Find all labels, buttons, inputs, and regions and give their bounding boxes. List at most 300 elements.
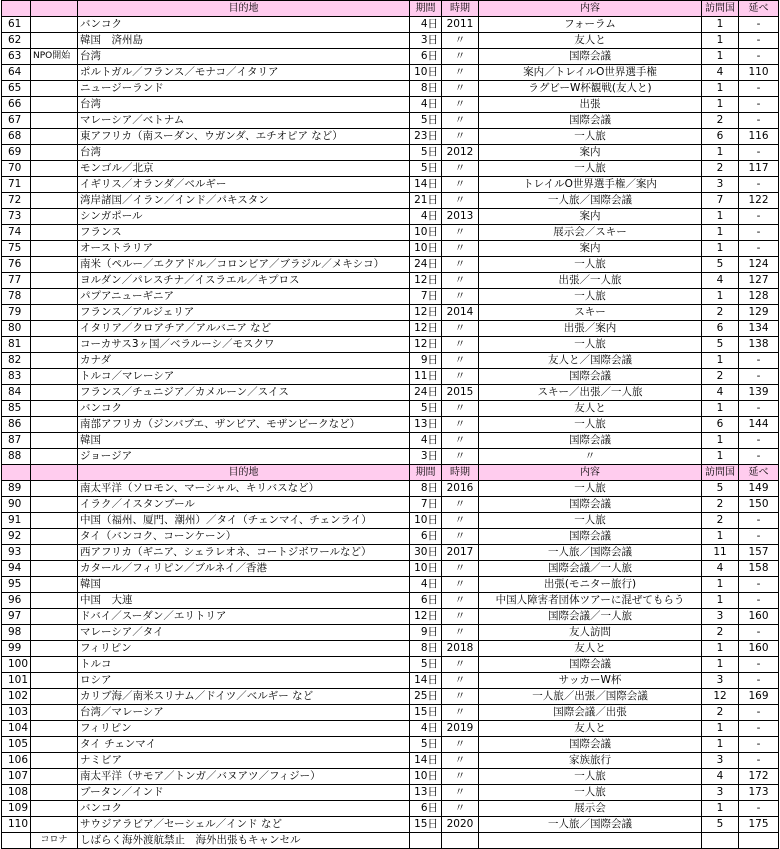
row-content-cell: 国際会議	[479, 433, 702, 449]
row-time-cell: 2014	[442, 305, 479, 321]
row-number-cell: 65	[2, 81, 31, 97]
row-note-cell	[31, 97, 78, 113]
row-countries-cell: 2	[702, 161, 739, 177]
row-time-cell: 〃	[442, 497, 479, 513]
row-period-cell: 10日	[410, 225, 442, 241]
table-row	[2, 625, 779, 641]
row-period-cell: 13日	[410, 785, 442, 801]
row-countries-cell: 5	[702, 257, 739, 273]
row-total-cell: 175	[739, 817, 779, 833]
row-period-cell: 6日	[410, 801, 442, 817]
row-number-cell: 73	[2, 209, 31, 225]
row-countries-cell: 1	[702, 225, 739, 241]
row-period-cell: 5日	[410, 737, 442, 753]
row-content-cell: 出張	[479, 97, 702, 113]
row-total-cell: 173	[739, 785, 779, 801]
row-countries-cell: 1	[702, 49, 739, 65]
row-number-cell: 98	[2, 625, 31, 641]
row-destination-cell: フランス／アルジェリア	[78, 305, 410, 321]
row-countries-cell: 2	[702, 705, 739, 721]
row-number-cell: 86	[2, 417, 31, 433]
row-countries-cell: 11	[702, 545, 739, 561]
row-total-cell	[739, 833, 779, 849]
header-no-cell	[2, 465, 31, 481]
row-note-cell	[31, 753, 78, 769]
row-content-cell: 〃	[479, 449, 702, 465]
row-time-cell: 〃	[442, 433, 479, 449]
row-content-cell: サッカーW杯	[479, 673, 702, 689]
row-destination-cell: トルコ／マレーシア	[78, 369, 410, 385]
row-time-cell: 〃	[442, 593, 479, 609]
row-note-cell	[31, 497, 78, 513]
row-number-cell: 68	[2, 129, 31, 145]
row-time-cell	[442, 833, 479, 849]
row-number-cell: 74	[2, 225, 31, 241]
table-row	[2, 593, 779, 609]
row-time-cell: 〃	[442, 673, 479, 689]
row-total-cell: 138	[739, 337, 779, 353]
table-row	[2, 417, 779, 433]
row-time-cell: 〃	[442, 369, 479, 385]
table-row	[2, 577, 779, 593]
table-row	[2, 273, 779, 289]
row-destination-cell: 台湾	[78, 49, 410, 65]
header-time: 時期	[442, 1, 479, 17]
row-time-cell: 〃	[442, 609, 479, 625]
row-destination-cell: 中国（福州、厦門、潮州）／タイ（チェンマイ、チェンライ）	[78, 513, 410, 529]
row-note-cell	[31, 177, 78, 193]
row-note-cell	[31, 481, 78, 497]
row-total-cell: -	[739, 49, 779, 65]
row-time-cell: 〃	[442, 81, 479, 97]
header-destination: 目的地	[78, 465, 410, 481]
row-countries-cell: 1	[702, 289, 739, 305]
row-content-cell: 出張(モニター旅行)	[479, 577, 702, 593]
row-countries-cell	[702, 833, 739, 849]
row-number-cell: 75	[2, 241, 31, 257]
row-time-cell: 2016	[442, 481, 479, 497]
row-note-cell	[31, 273, 78, 289]
row-period-cell: 3日	[410, 33, 442, 49]
row-content-cell: 一人旅／国際会議	[479, 193, 702, 209]
row-number-cell: 109	[2, 801, 31, 817]
row-content-cell: ラグビーW杯観戦(友人と)	[479, 81, 702, 97]
row-destination-cell: 台湾／マレーシア	[78, 705, 410, 721]
row-time-cell: 〃	[442, 401, 479, 417]
row-number-cell: 103	[2, 705, 31, 721]
row-number-cell: 81	[2, 337, 31, 353]
row-number-cell: 85	[2, 401, 31, 417]
row-total-cell: 149	[739, 481, 779, 497]
row-destination-cell: しばらく海外渡航禁止 海外出張もキャンセル	[78, 833, 410, 849]
row-period-cell: 8日	[410, 81, 442, 97]
table-row	[2, 641, 779, 657]
row-content-cell: 友人と／国際会議	[479, 353, 702, 369]
row-destination-cell: トルコ	[78, 657, 410, 673]
row-countries-cell: 1	[702, 641, 739, 657]
table-row	[2, 305, 779, 321]
row-content-cell	[479, 833, 702, 849]
row-destination-cell: 湾岸諸国／イラン／インド／パキスタン	[78, 193, 410, 209]
row-period-cell: 11日	[410, 369, 442, 385]
row-destination-cell: 台湾	[78, 97, 410, 113]
row-time-cell: 〃	[442, 561, 479, 577]
row-countries-cell: 1	[702, 209, 739, 225]
row-content-cell: 友人と	[479, 721, 702, 737]
row-content-cell: 一人旅	[479, 417, 702, 433]
row-number-cell: 64	[2, 65, 31, 81]
row-period-cell: 10日	[410, 65, 442, 81]
row-time-cell: 〃	[442, 769, 479, 785]
table-row	[2, 161, 779, 177]
row-total-cell: -	[739, 209, 779, 225]
row-destination-cell: 韓国	[78, 577, 410, 593]
table-row	[2, 561, 779, 577]
row-period-cell: 14日	[410, 177, 442, 193]
row-content-cell: 国際会議	[479, 529, 702, 545]
row-total-cell: -	[739, 97, 779, 113]
row-destination-cell: フランス／チュニジア／カメルーン／スイス	[78, 385, 410, 401]
row-countries-cell: 6	[702, 417, 739, 433]
row-content-cell: 一人旅／出張／国際会議	[479, 689, 702, 705]
row-content-cell: 友人と	[479, 33, 702, 49]
row-period-cell: 6日	[410, 593, 442, 609]
row-total-cell: -	[739, 33, 779, 49]
row-time-cell: 2013	[442, 209, 479, 225]
row-total-cell: 117	[739, 161, 779, 177]
row-note-cell	[31, 161, 78, 177]
row-note-cell	[31, 369, 78, 385]
row-note-cell	[31, 33, 78, 49]
row-time-cell: 〃	[442, 577, 479, 593]
table-row	[2, 177, 779, 193]
row-number-cell: 92	[2, 529, 31, 545]
row-number-cell	[2, 833, 31, 849]
table-row	[2, 257, 779, 273]
row-total-cell: -	[739, 113, 779, 129]
row-note-cell	[31, 449, 78, 465]
row-note-cell	[31, 545, 78, 561]
header-destination: 目的地	[78, 1, 410, 17]
row-total-cell: 157	[739, 545, 779, 561]
row-destination-cell: サウジアラビア／セーシェル／インド など	[78, 817, 410, 833]
row-countries-cell: 1	[702, 449, 739, 465]
row-period-cell: 10日	[410, 769, 442, 785]
row-destination-cell: バンコク	[78, 401, 410, 417]
row-total-cell: 110	[739, 65, 779, 81]
row-period-cell: 6日	[410, 49, 442, 65]
row-time-cell: 〃	[442, 161, 479, 177]
row-period-cell: 7日	[410, 289, 442, 305]
table-row	[2, 145, 779, 161]
row-content-cell: 国際会議／一人旅	[479, 609, 702, 625]
table-row	[2, 225, 779, 241]
row-content-cell: 一人旅	[479, 513, 702, 529]
row-number-cell: 88	[2, 449, 31, 465]
row-number-cell: 84	[2, 385, 31, 401]
row-time-cell: 2015	[442, 385, 479, 401]
row-period-cell: 4日	[410, 721, 442, 737]
row-total-cell: -	[739, 369, 779, 385]
row-total-cell: 128	[739, 289, 779, 305]
table-row	[2, 209, 779, 225]
row-total-cell: -	[739, 145, 779, 161]
row-number-cell: 66	[2, 97, 31, 113]
row-total-cell: -	[739, 449, 779, 465]
row-number-cell: 107	[2, 769, 31, 785]
row-destination-cell: ブータン／インド	[78, 785, 410, 801]
row-total-cell: -	[739, 625, 779, 641]
table-row	[2, 609, 779, 625]
row-period-cell: 24日	[410, 257, 442, 273]
row-note-cell	[31, 17, 78, 33]
row-destination-cell: 韓国 済州島	[78, 33, 410, 49]
row-period-cell: 13日	[410, 417, 442, 433]
row-content-cell: 国際会議	[479, 497, 702, 513]
table-row	[2, 401, 779, 417]
row-total-cell: -	[739, 593, 779, 609]
row-number-cell: 67	[2, 113, 31, 129]
row-period-cell: 8日	[410, 641, 442, 657]
row-content-cell: 出張／案内	[479, 321, 702, 337]
row-note-cell	[31, 673, 78, 689]
row-note-cell	[31, 785, 78, 801]
row-note-cell	[31, 257, 78, 273]
row-content-cell: 国際会議	[479, 113, 702, 129]
row-content-cell: 中国人障害者団体ツアーに混ぜてもらう	[479, 593, 702, 609]
row-number-cell: 101	[2, 673, 31, 689]
row-note-cell	[31, 129, 78, 145]
row-note-cell	[31, 353, 78, 369]
row-destination-cell: イタリア／クロアチア／アルバニア など	[78, 321, 410, 337]
row-countries-cell: 1	[702, 17, 739, 33]
row-note-cell	[31, 817, 78, 833]
row-note-cell	[31, 769, 78, 785]
row-content-cell: 一人旅	[479, 769, 702, 785]
row-time-cell: 〃	[442, 289, 479, 305]
row-countries-cell: 3	[702, 673, 739, 689]
table-row	[2, 353, 779, 369]
row-total-cell: 139	[739, 385, 779, 401]
row-note-cell	[31, 641, 78, 657]
row-period-cell: 5日	[410, 161, 442, 177]
row-time-cell: 〃	[442, 705, 479, 721]
table-row	[2, 817, 779, 833]
row-note-cell	[31, 401, 78, 417]
row-countries-cell: 1	[702, 33, 739, 49]
row-period-cell: 15日	[410, 705, 442, 721]
row-content-cell: 国際会議／出張	[479, 705, 702, 721]
row-total-cell: -	[739, 801, 779, 817]
row-total-cell: -	[739, 241, 779, 257]
row-number-cell: 69	[2, 145, 31, 161]
table-row	[2, 113, 779, 129]
row-period-cell: 3日	[410, 449, 442, 465]
row-countries-cell: 7	[702, 193, 739, 209]
row-note-cell	[31, 657, 78, 673]
row-countries-cell: 2	[702, 497, 739, 513]
row-total-cell: 160	[739, 641, 779, 657]
row-number-cell: 97	[2, 609, 31, 625]
row-period-cell: 12日	[410, 273, 442, 289]
row-countries-cell: 12	[702, 689, 739, 705]
row-content-cell: 家族旅行	[479, 753, 702, 769]
row-time-cell: 〃	[442, 513, 479, 529]
row-countries-cell: 4	[702, 385, 739, 401]
row-period-cell: 10日	[410, 513, 442, 529]
row-note-cell	[31, 705, 78, 721]
header-note-cell	[31, 1, 78, 17]
row-period-cell: 14日	[410, 753, 442, 769]
row-period-cell: 4日	[410, 17, 442, 33]
row-total-cell: 116	[739, 129, 779, 145]
row-destination-cell: 東アフリカ（南スーダン、ウガンダ、エチオピア など）	[78, 129, 410, 145]
row-note-cell	[31, 225, 78, 241]
row-total-cell: -	[739, 225, 779, 241]
table-row	[2, 289, 779, 305]
row-destination-cell: 台湾	[78, 145, 410, 161]
row-countries-cell: 4	[702, 769, 739, 785]
row-destination-cell: 韓国	[78, 433, 410, 449]
row-countries-cell: 3	[702, 177, 739, 193]
row-time-cell: 〃	[442, 129, 479, 145]
row-destination-cell: オーストラリア	[78, 241, 410, 257]
row-content-cell: 国際会議	[479, 737, 702, 753]
row-content-cell: 案内／トレイルO世界選手権	[479, 65, 702, 81]
row-time-cell: 〃	[442, 753, 479, 769]
row-content-cell: 国際会議	[479, 657, 702, 673]
row-countries-cell: 2	[702, 513, 739, 529]
table-row	[2, 737, 779, 753]
header-countries: 訪問国	[702, 465, 739, 481]
row-destination-cell: フィリピン	[78, 641, 410, 657]
row-note-cell	[31, 513, 78, 529]
row-note-cell: NPO開始	[31, 49, 78, 65]
row-content-cell: 一人旅	[479, 481, 702, 497]
row-number-cell: 93	[2, 545, 31, 561]
row-note-cell	[31, 721, 78, 737]
row-countries-cell: 4	[702, 273, 739, 289]
row-content-cell: 出張／一人旅	[479, 273, 702, 289]
row-content-cell: スキー	[479, 305, 702, 321]
row-period-cell: 9日	[410, 353, 442, 369]
row-content-cell: 一人旅	[479, 785, 702, 801]
row-destination-cell: モンゴル／北京	[78, 161, 410, 177]
table-row	[2, 801, 779, 817]
table-row	[2, 193, 779, 209]
row-note-cell	[31, 241, 78, 257]
row-content-cell: 案内	[479, 145, 702, 161]
row-countries-cell: 5	[702, 337, 739, 353]
row-destination-cell: 南米（ペルー／エクアドル／コロンビア／ブラジル／メキシコ）	[78, 257, 410, 273]
row-countries-cell: 1	[702, 81, 739, 97]
table-row	[2, 65, 779, 81]
row-time-cell: 〃	[442, 417, 479, 433]
row-period-cell: 9日	[410, 625, 442, 641]
row-note-cell	[31, 577, 78, 593]
row-number-cell: 94	[2, 561, 31, 577]
row-time-cell: 2020	[442, 817, 479, 833]
row-destination-cell: ロシア	[78, 673, 410, 689]
row-destination-cell: イギリス／オランダ／ベルギー	[78, 177, 410, 193]
table-row	[2, 369, 779, 385]
header-row	[2, 1, 779, 17]
row-number-cell: 77	[2, 273, 31, 289]
row-time-cell: 〃	[442, 113, 479, 129]
row-period-cell: 4日	[410, 577, 442, 593]
table-row	[2, 657, 779, 673]
row-number-cell: 90	[2, 497, 31, 513]
row-content-cell: トレイルO世界選手権／案内	[479, 177, 702, 193]
row-total-cell: -	[739, 737, 779, 753]
row-number-cell: 108	[2, 785, 31, 801]
header-total: 延べ	[739, 1, 779, 17]
row-total-cell: -	[739, 353, 779, 369]
row-period-cell: 24日	[410, 385, 442, 401]
row-number-cell: 82	[2, 353, 31, 369]
row-total-cell: 160	[739, 609, 779, 625]
row-total-cell: -	[739, 705, 779, 721]
row-period-cell: 14日	[410, 673, 442, 689]
row-destination-cell: ニュージーランド	[78, 81, 410, 97]
row-note-cell	[31, 289, 78, 305]
row-time-cell: 2018	[442, 641, 479, 657]
row-number-cell: 106	[2, 753, 31, 769]
table-row	[2, 321, 779, 337]
row-note-cell	[31, 193, 78, 209]
row-total-cell: -	[739, 577, 779, 593]
row-note-cell: コロナ	[31, 833, 78, 849]
row-countries-cell: 5	[702, 481, 739, 497]
row-countries-cell: 6	[702, 321, 739, 337]
row-total-cell: 122	[739, 193, 779, 209]
table-row	[2, 721, 779, 737]
row-destination-cell: イラク／イスタンブール	[78, 497, 410, 513]
table-row	[2, 753, 779, 769]
row-destination-cell: 南部アフリカ（ジンバブエ、ザンビア、モザンビークなど）	[78, 417, 410, 433]
row-time-cell: 〃	[442, 257, 479, 273]
row-countries-cell: 6	[702, 129, 739, 145]
table-row	[2, 481, 779, 497]
table-row	[2, 769, 779, 785]
row-countries-cell: 2	[702, 113, 739, 129]
row-period-cell: 15日	[410, 817, 442, 833]
row-destination-cell: バンコク	[78, 17, 410, 33]
table-row	[2, 529, 779, 545]
row-total-cell: -	[739, 433, 779, 449]
row-countries-cell: 2	[702, 305, 739, 321]
row-destination-cell: マレーシア／ベトナム	[78, 113, 410, 129]
row-destination-cell: カリブ海／南米スリナム／ドイツ／ベルギー など	[78, 689, 410, 705]
row-content-cell: 一人旅／国際会議	[479, 817, 702, 833]
header-note-cell	[31, 465, 78, 481]
row-destination-cell: 西アフリカ（ギニア、シェラレオネ、コートジボワールなど）	[78, 545, 410, 561]
header-time: 時期	[442, 465, 479, 481]
row-time-cell: 〃	[442, 97, 479, 113]
row-countries-cell: 1	[702, 657, 739, 673]
row-number-cell: 100	[2, 657, 31, 673]
row-destination-cell: ドバイ／スーダン／エリトリア	[78, 609, 410, 625]
row-note-cell	[31, 689, 78, 705]
row-countries-cell: 3	[702, 609, 739, 625]
row-number-cell: 110	[2, 817, 31, 833]
travel-table	[1, 0, 779, 849]
table-row	[2, 337, 779, 353]
table-row	[2, 97, 779, 113]
row-period-cell: 4日	[410, 97, 442, 113]
row-total-cell: 134	[739, 321, 779, 337]
row-content-cell: 友人と	[479, 641, 702, 657]
